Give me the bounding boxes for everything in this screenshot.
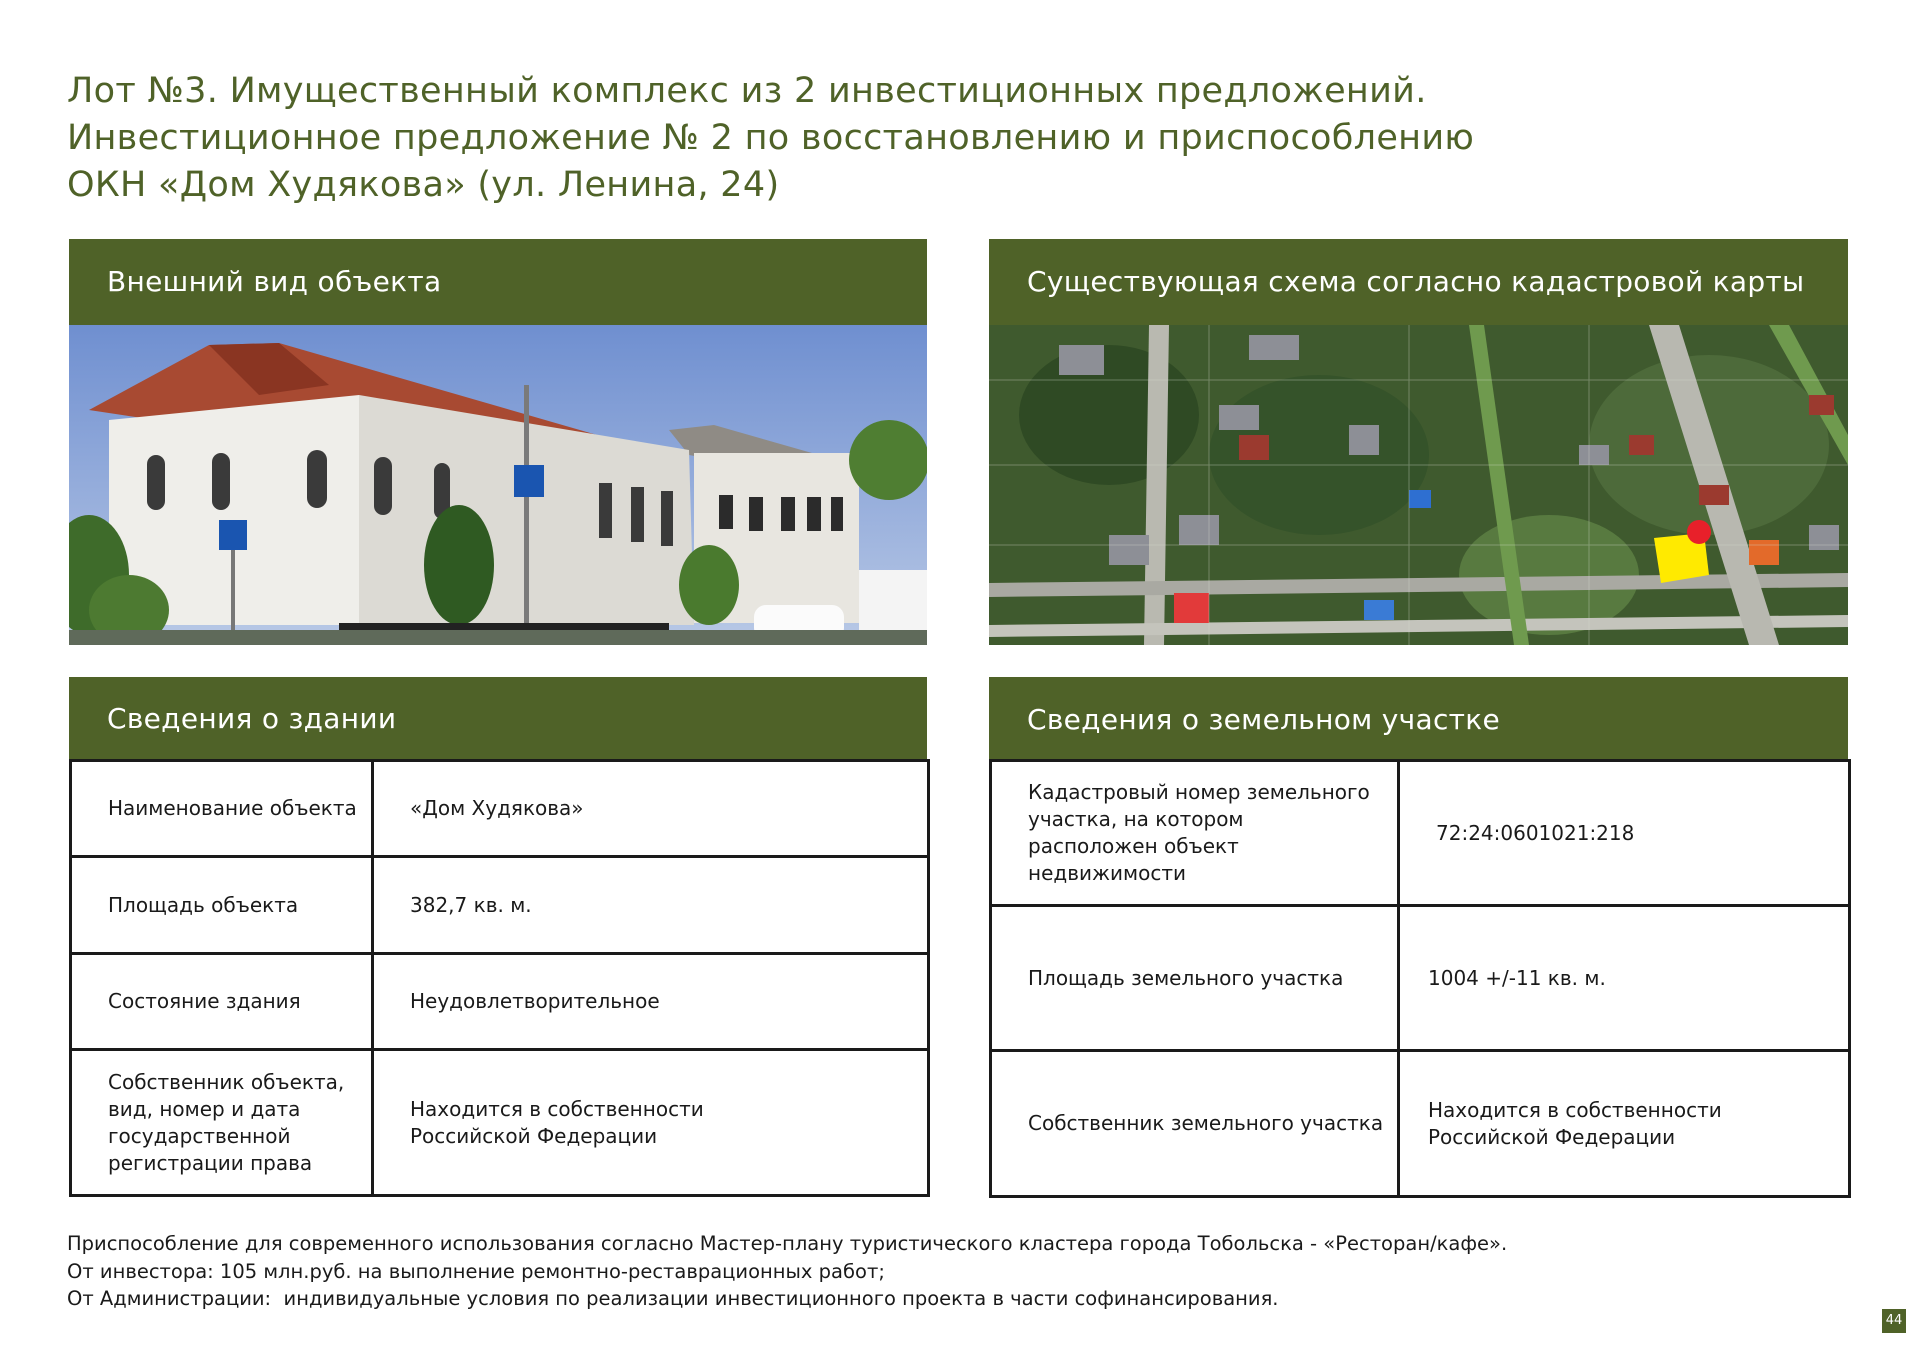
- footer-line-1: Приспособление для современного использования согласно Мастер-плану туристического кластера города Тобольска - «Ресторан/кафе».: [67, 1232, 1508, 1255]
- table-row: [71, 761, 929, 857]
- page-title: [67, 68, 1567, 209]
- footer-line-2: От инвестора: 105 млн.руб. на выполнение ремонтно-реставрационных работ;: [67, 1259, 885, 1283]
- building-area-value: 382,7 кв. м.: [373, 857, 929, 954]
- cadastral-number-label: Кадастровый номер земельного участка, на котором расположен объект недвижимости: [991, 761, 1399, 906]
- building-name-value: «Дом Худякова»: [373, 761, 929, 857]
- land-owner-label: Собственник земельного участка: [991, 1051, 1399, 1197]
- land-owner-value: Находится в собственности Российской Федерации: [1399, 1051, 1850, 1197]
- table-row: [71, 954, 929, 1050]
- title-line-3: ОКН «Дом Худякова» (ул. Ленина, 24): [67, 165, 780, 205]
- cadastral-header: Существующая схема согласно кадастровой карты: [989, 239, 1848, 325]
- cadastral-number-value: 72:24:0601021:218: [1399, 761, 1850, 906]
- cadastral-map: [989, 325, 1848, 645]
- land-area-value: 1004 +/-11 кв. м.: [1399, 906, 1850, 1051]
- footer-notes: [67, 1230, 1507, 1313]
- land-area-label: Площадь земельного участка: [991, 906, 1399, 1051]
- building-photo: [69, 325, 927, 645]
- building-condition-value: Неудовлетворительное: [373, 954, 929, 1050]
- title-line-1: Лот №3. Имущественный комплекс из 2 инвестиционных предложений.: [67, 71, 1427, 111]
- building-info-header: Сведения о здании: [69, 677, 927, 760]
- building-owner-value: Находится в собственности Российской Федерации: [373, 1050, 929, 1196]
- table-row: [991, 761, 1850, 906]
- building-area-label: Площадь объекта: [71, 857, 373, 954]
- exterior-header: Внешний вид объекта: [69, 239, 927, 325]
- table-row: [991, 906, 1850, 1051]
- footer-line-3: От Администрации: индивидуальные условия по реализации инвестиционного проекта в части софинансирования.: [67, 1287, 1279, 1310]
- building-info-table: [69, 759, 930, 1197]
- table-row: [71, 857, 929, 954]
- table-row: [71, 1050, 929, 1196]
- page-number: 44: [1882, 1309, 1906, 1333]
- building-name-label: Наименование объекта: [71, 761, 373, 857]
- land-info-table: [989, 759, 1851, 1198]
- table-row: [991, 1051, 1850, 1197]
- building-owner-label: Собственник объекта, вид, номер и дата государственной регистрации права: [71, 1050, 373, 1196]
- title-line-2: Инвестиционное предложение № 2 по восстановлению и приспособлению: [67, 118, 1475, 158]
- land-info-header: Сведения о земельном участке: [989, 677, 1848, 760]
- building-condition-label: Состояние здания: [71, 954, 373, 1050]
